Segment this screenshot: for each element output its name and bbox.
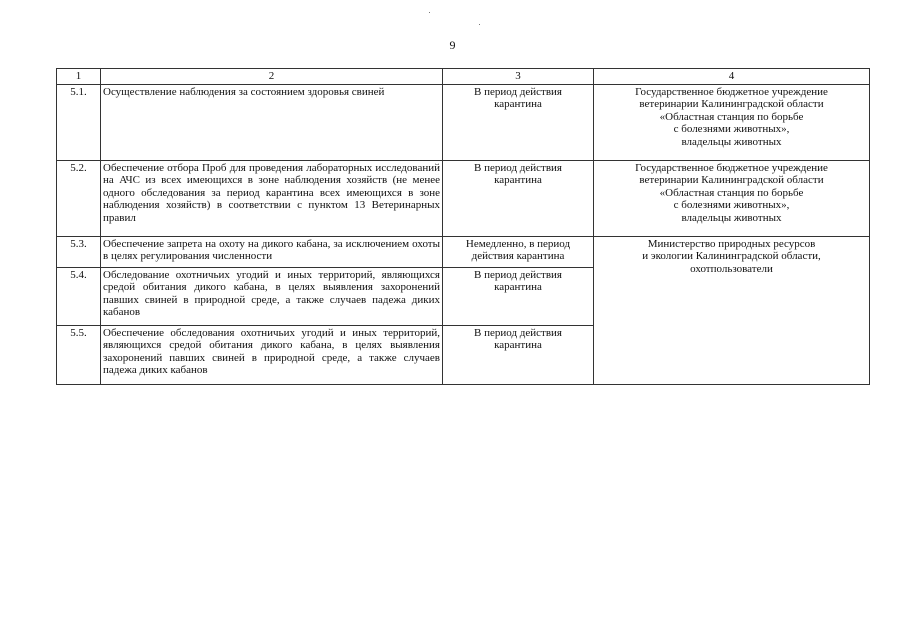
period-cell (443, 84, 594, 160)
responsible-line: владельцы животных (681, 211, 782, 224)
scan-speck (429, 12, 430, 13)
responsible-line: Министерство природных ресурсов (647, 237, 816, 250)
period-line: карантина (494, 339, 542, 352)
responsible-line: владельцы животных (681, 135, 782, 148)
measure-text: Обеспечение запрета на охоту на дикого кабана, за исключением охоты в целях регулирования численности (101, 236, 443, 267)
responsible-line: и экологии Калининградской области, (642, 250, 821, 263)
page-number: 9 (449, 38, 456, 52)
measure-text: Обеспечение отбора Проб для проведения лабораторных исследований на АЧС из всех имеющихся в зоне наблюдения хозяйств (не менее одного обследования за период карантина всех имеющихся в зоне наблюдения хозяйств) в соответствии с пунктом 13 Ветеринарных правил (101, 160, 443, 236)
header-col-1: 1 (57, 69, 101, 85)
period-line: В период действия (474, 326, 562, 339)
table-row (57, 236, 870, 267)
responsible-cell (594, 236, 870, 384)
period-cell (443, 160, 594, 236)
period-line: В период действия (474, 161, 562, 174)
period-cell (443, 236, 594, 267)
responsible-line: ветеринарии Калининградской области (639, 174, 824, 187)
responsible-line: с болезнями животных», (673, 199, 790, 212)
responsible-line: Государственное бюджетное учреждение (635, 161, 828, 174)
responsible-line: «Областная станция по борьбе (659, 186, 804, 199)
header-row (57, 69, 870, 85)
responsible-line: ветеринарии Калининградской области (639, 98, 824, 111)
scan-speck (479, 24, 480, 25)
responsible-line: охотпользователи (690, 262, 773, 275)
row-number: 5.5. (57, 325, 101, 384)
measure-text: Обследование охотничьих угодий и иных территорий, являющихся средой обитания дикого кабана, в целях выявления захоронений павших свиней в природной среде, а также случаев падежа диких кабанов (101, 267, 443, 325)
measures-table (56, 68, 870, 385)
period-cell (443, 267, 594, 325)
period-line: Немедленно, в период (465, 237, 571, 250)
period-line: карантина (494, 98, 542, 111)
responsible-cell (594, 84, 870, 160)
responsible-line: Государственное бюджетное учреждение (635, 85, 828, 98)
period-line: В период действия (474, 85, 562, 98)
row-number: 5.3. (57, 236, 101, 267)
responsible-line: «Областная станция по борьбе (659, 110, 804, 123)
table-row (57, 84, 870, 160)
period-line: В период действия (474, 268, 562, 281)
period-line: действия карантина (471, 250, 565, 263)
measure-text: Осуществление наблюдения за состоянием здоровья свиней (101, 84, 443, 160)
row-number: 5.4. (57, 267, 101, 325)
row-number: 5.1. (57, 84, 101, 160)
responsible-line: с болезнями животных», (673, 123, 790, 136)
period-line: карантина (494, 174, 542, 187)
header-col-4: 4 (594, 69, 870, 85)
row-number: 5.2. (57, 160, 101, 236)
table-row (57, 160, 870, 236)
period-line: карантина (494, 281, 542, 294)
responsible-cell (594, 160, 870, 236)
measure-text: Обеспечение обследования охотничьих угодий и иных территорий, являющихся средой обитания дикого кабана, в целях выявления захоронений павших свиней в природной среде, а также случаев падежа диких кабанов (101, 325, 443, 384)
period-cell (443, 325, 594, 384)
header-col-2: 2 (101, 69, 443, 85)
header-col-3: 3 (443, 69, 594, 85)
